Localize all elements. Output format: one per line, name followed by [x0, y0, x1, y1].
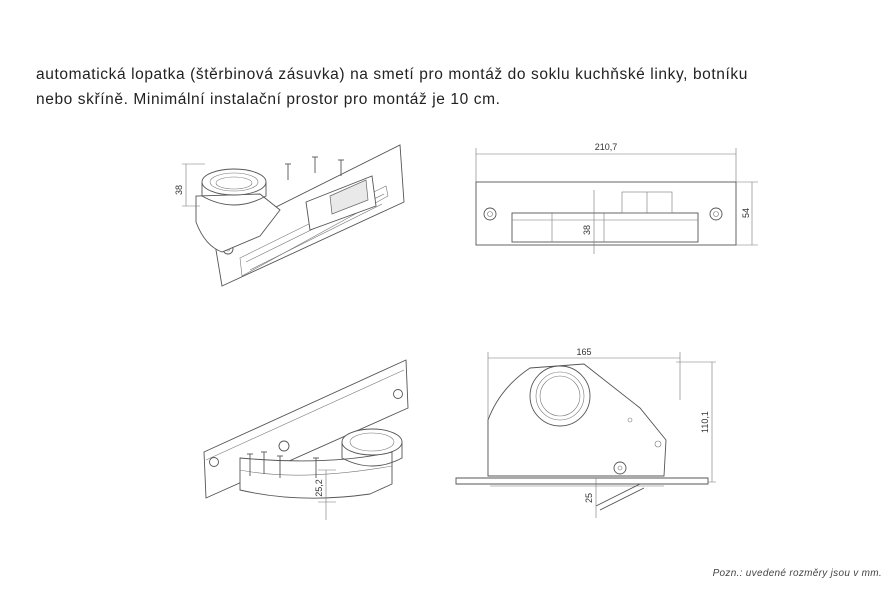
- dim-front-slot: 38: [582, 224, 592, 236]
- iso-view-top: [174, 145, 404, 286]
- footnote: Pozn.: uvedené rozměry jsou v mm.: [712, 568, 882, 579]
- intro-line-1: automatická lopatka (štěrbinová zásuvka) na smetí pro montáž do soklu kuchňské linky, botníku: [36, 66, 749, 83]
- dim-iso-bottom-height: 25,2: [314, 479, 324, 497]
- dim-front-height: 54: [741, 207, 751, 219]
- iso-view-bottom: [204, 360, 408, 520]
- dim-side-width: 165: [576, 347, 592, 357]
- dim-side-height: 110,1: [700, 411, 710, 433]
- dim-front-width: 210,7: [594, 142, 618, 152]
- side-view: [456, 347, 716, 518]
- intro-line-2: nebo skříně. Minimální instalační prostor pro montáž je 10 cm.: [36, 91, 501, 108]
- dim-side-offset: 25: [584, 492, 594, 504]
- front-view: [476, 142, 758, 254]
- dim-iso-top-height: 38: [174, 184, 184, 196]
